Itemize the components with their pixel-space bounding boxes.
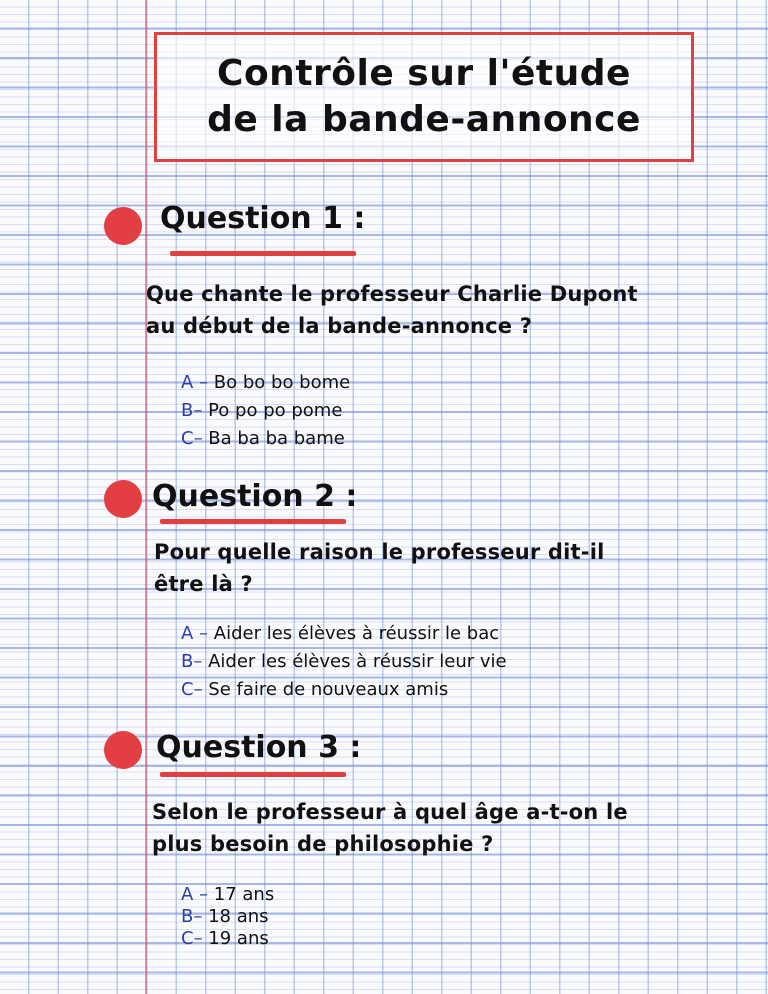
answer-item: B– 18 ans [181, 906, 269, 927]
question-2-answers [181, 620, 507, 704]
question-1-answers [181, 369, 350, 453]
question-1-heading: Question 1 : [160, 201, 366, 236]
question-3-heading: Question 3 : [156, 730, 362, 765]
question-1-text-line-2: au début de la bande-annonce ? [146, 314, 533, 338]
bullet-dot-icon [104, 480, 142, 518]
question-1-underline [170, 251, 356, 256]
question-3-answers [181, 884, 274, 950]
question-3-text-line-1: Selon le professeur à quel âge a-t-on le [152, 800, 628, 824]
bullet-dot-icon [104, 731, 142, 769]
title-box [154, 32, 694, 162]
question-2-text [154, 536, 605, 600]
question-2-underline [160, 519, 346, 524]
answer-item: C– 19 ans [181, 928, 269, 949]
answer-item: A – Aider les élèves à réussir le bac [181, 623, 500, 644]
answer-item: C– Ba ba ba bame [181, 428, 345, 449]
answer-item: B– Aider les élèves à réussir leur vie [181, 651, 507, 672]
answer-item: A – 17 ans [181, 884, 275, 905]
answer-item: B– Po po po pome [181, 400, 343, 421]
question-2-text-line-1: Pour quelle raison le professeur dit-il [154, 540, 605, 564]
page-title-line-2: de la bande-annonce [207, 99, 641, 140]
question-2-text-line-2: être là ? [154, 572, 253, 596]
bullet-dot-icon [104, 207, 142, 245]
answer-item: A – Bo bo bo bome [181, 372, 351, 393]
answer-item: C– Se faire de nouveaux amis [181, 679, 449, 700]
page-title-line-1: Contrôle sur l'étude [217, 53, 631, 94]
question-3-text-line-2: plus besoin de philosophie ? [152, 832, 494, 856]
question-2-heading: Question 2 : [152, 479, 358, 514]
question-3-underline [160, 772, 346, 777]
question-1-text-line-1: Que chante le professeur Charlie Dupont [146, 282, 638, 306]
question-3-text [152, 796, 628, 860]
question-1-text [146, 278, 638, 342]
